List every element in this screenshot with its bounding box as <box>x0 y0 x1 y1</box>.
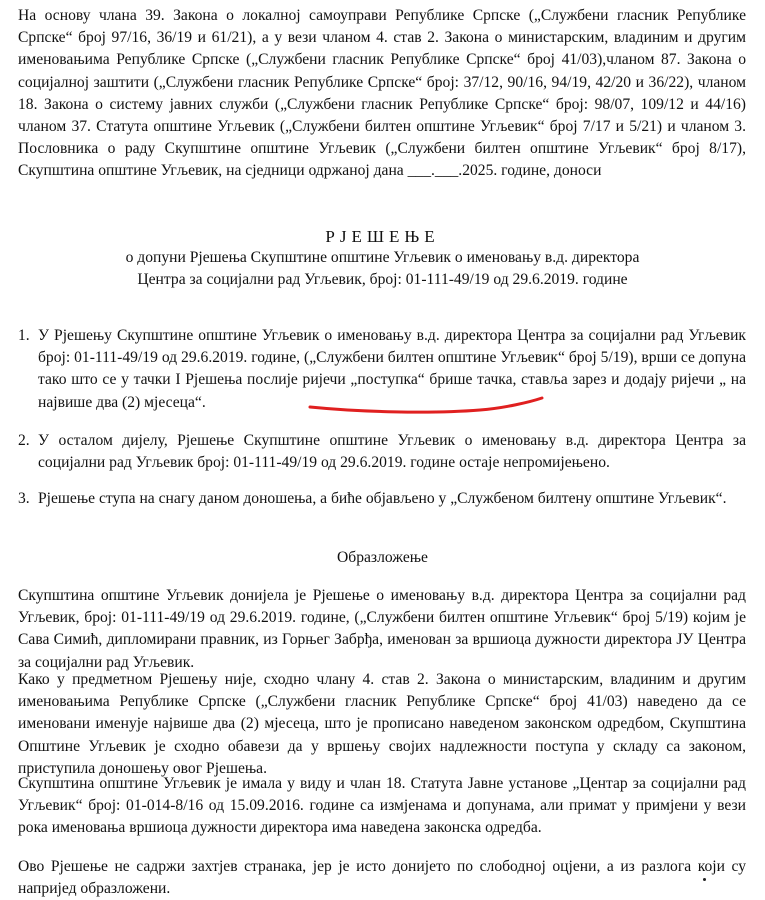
list-item-number: 2. <box>18 432 30 449</box>
list-item-text: Рјешење ступа на снагу даном доношења, а биће објављено у „Службеном билтену општине Угљевик“. <box>38 490 727 507</box>
reasoning-heading: Образложење <box>337 549 428 566</box>
scan-speck <box>703 878 706 881</box>
decision-subtitle <box>0 247 765 291</box>
list-item-text: У осталом дијелу, Рјешење Скупштине општине Угљевик о именовању в.д. директора Центра за социјални рад Угљевик број: 01-111-49/19 од 29.6.2019. године остаје непромијењено. <box>38 432 746 472</box>
reasoning-paragraph-4: Ово Рјешење не садржи захтјев странака, јер је исто донијето по слободној оцјени, а из разлога који су напријед образложени. <box>18 858 746 898</box>
reasoning-paragraph-1: Скупштина општине Угљевик донијела је Рјешење о именовању в.д. директора Центра за социјални рад Угљевик, број: 01-111-49/19 од 29.6.2019. године, („Службени билтен општине Угљевик“ број 5/19) којим је Сава Симић, дипломирани правник, из Горњег Забрђа, именован за вршиоца дужности директора ЈУ Центра за социјални рад Угљевик. <box>18 587 746 671</box>
list-item-number: 3. <box>18 490 30 507</box>
subtitle-line-2: Центра за социјални рад Угљевик, број: 01-111-49/19 од 29.6.2019. године <box>137 271 628 289</box>
list-item-number: 1. <box>18 327 30 344</box>
subtitle-line-1: о допуни Рјешења Скупштине општине Угљевик о именовању в.д. директора <box>125 249 640 266</box>
list-item-text: У Рјешењу Скупштине општине Угљевик о именовању в.д. директора Центра за социјални рад Угљевик број: 01-111-49/19 од 29.6.2019. године, („Службени билтен општине Угљевик“ број 5/19), врши се допуна тако што се у тачки I Рјешења послије ријечи „поступка“ брише тачка, ставља зарез и додају ријечи „ на највише два (2) мјесеца“. <box>38 327 746 411</box>
intro-paragraph: На основу члана 39. Закона о локалној самоуправи Републике Српске („Службени гласник Републике Српске“ број 97/16, 36/19 и 61/21), а у вези чланом 4. став 2. Закона о министарским, владиним и другим именовањима Републике Српске („Службени гласник Републике Српске“ број 41/03),чланом 87. Закона о социјалној заштити („Службени гласник Републике Српске“ број: 37/12, 90/16, 94/19, 42/20 и 36/22), чланом 18. Закона о систему јавних служби („Службени гласник Републике Српске“ број: 98/07, 109/12 и 44/16) чланом 37. Статута општине Угљевик („Службени билтен општине Угљевик“ број 7/17 и 5/21) и чланом 3. Пословника о раду Скупштине општине Угљевик („Службени билтен општине Угљевик“ број 8/17), Скупштина општине Угљевик, на сједници одржаној дана ___.___.2025. године, доноси <box>18 7 746 180</box>
reasoning-paragraph-3: Скупштина општине Угљевик је имала у виду и члан 18. Статута Јавне установе „Центар за социјални рад Угљевик“ број: 01-014-8/16 од 15.09.2016. године са измјенама и допунама, али примат у примјени у вези рока именовања вршиоца дужности директора има наведена законска одредба. <box>18 775 746 837</box>
reasoning-paragraph-2: Како у предметном Рјешењу није, сходно члану 4. став 2. Закона о министарским, владиним и другим именовањима Републике Српске („Службени гласник Републике Српске“ број 41/03) наведено да се именовани именује највише два (2) мјесеца, што је прописано наведеном законском одредбом, Скупштина Општине Угљевик је сходно обавези да у вршењу својих надлежности поступа у складу са законом, приступила доношењу овог Рјешења. <box>18 671 746 777</box>
decision-title: РЈЕШЕЊЕ <box>325 227 440 246</box>
